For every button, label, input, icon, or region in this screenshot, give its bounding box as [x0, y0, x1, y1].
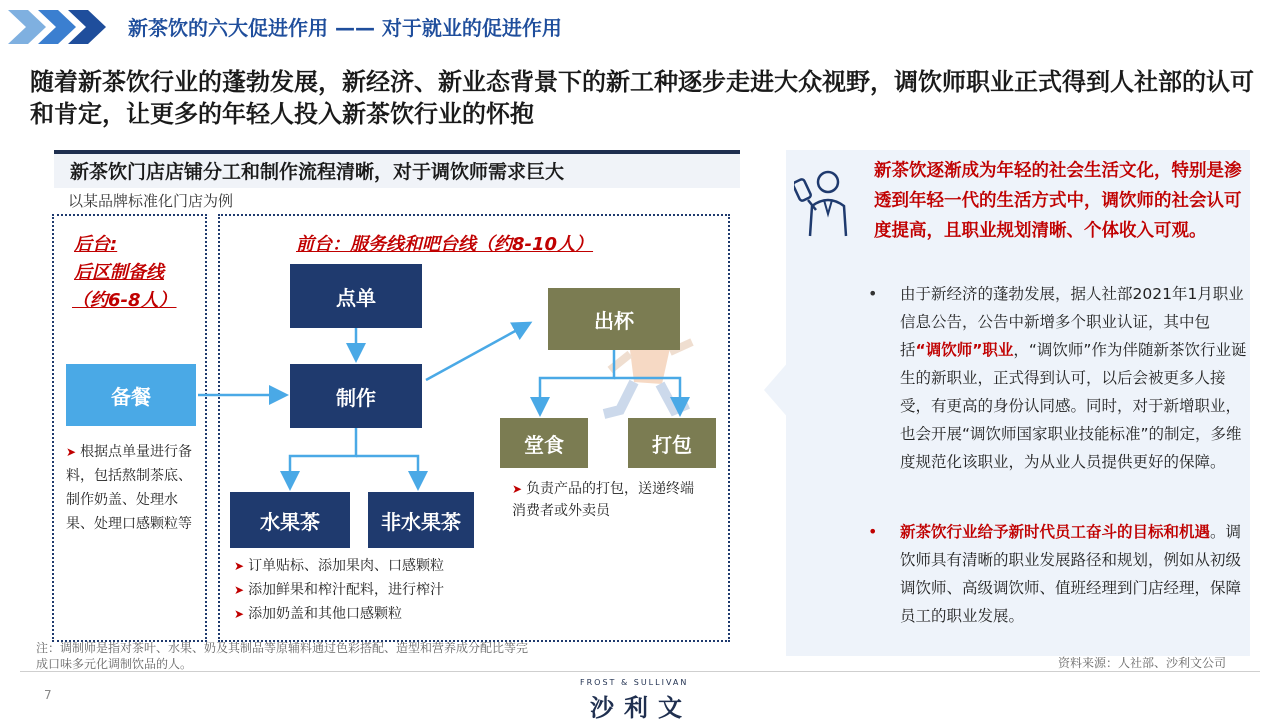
tea-bullet-item: ➤ 订单贴标、添加果肉、口感颗粒	[234, 558, 445, 574]
right-item-2: 新茶饮行业给予新时代员工奋斗的目标和机遇。调饮师具有清晰的职业发展路径和规划，例如从初级调饮师、高级调饮师、值班经理到门店经理，保障员工的职业发展。	[900, 523, 1242, 625]
arrow-bullet-icon: ➤	[512, 482, 523, 496]
right-item-1: 由于新经济的蓬勃发展，据人社部2021年1月职业信息公告，公告中新增多个职业认证，其中包括“调饮师”职业，“调饮师”作为伴随新茶饮行业诞生的新职业，正式得到认可，以后会被更多人接受，有更高的身份认同感。同时，对于新增职业，也会开展“调饮师国家职业技能标准”的制定，多维度规范化该职业，为从业人员提供更好的保障。	[900, 285, 1247, 471]
tea-bullet-item: ➤ 添加奶盖和其他口感颗粒	[234, 606, 403, 622]
arrow-bullet-icon: ➤	[66, 445, 77, 459]
arrow-bullet-icon: ➤	[234, 559, 245, 573]
takeaway-box: 打包	[628, 418, 716, 468]
highlight-opportunity: 新茶饮行业给予新时代员工奋斗的目标和机遇	[900, 523, 1211, 541]
prep-bullet-text: 根据点单量进行备料，包括熬制茶底、制作奶盖、处理水果、处理口感颗粒等	[66, 444, 193, 532]
logo: 沙利文	[590, 694, 692, 722]
back-headcount: （约6-8人）	[72, 290, 177, 311]
example-caption: 以某品牌标准化门店为例	[68, 192, 234, 210]
arrow-bullet-icon: ➤	[234, 583, 245, 597]
back-subtitle: 后区制备线	[74, 262, 164, 283]
non-fruit-tea-box: 非水果茶	[368, 492, 474, 548]
back-title: 后台:	[74, 234, 118, 255]
panel-pointer-icon	[764, 360, 790, 420]
page-number: 7	[44, 688, 52, 702]
tea-bullet-item: ➤ 添加鲜果和榨汁配料，进行榨汁	[234, 582, 445, 598]
front-title: 前台：服务线和吧台线（约8-10人）	[296, 234, 594, 255]
footnote: 注：调制师是指对茶叶、水果、奶及其制品等原辅料通过色彩搭配、造型和营养成分配比等完成口味多元化调制饮品的人。	[36, 641, 529, 671]
tea-bullets	[234, 554, 534, 626]
fruit-tea-box: 水果茶	[230, 492, 350, 548]
page-headline: 随着新茶饮行业的蓬勃发展，新经济、新业态背景下的新工种逐步走进大众视野，调饮师职业正式得到人社部的认可和肯定，让更多的年轻人投入新茶饮行业的怀抱	[30, 68, 1254, 128]
dine-in-box: 堂食	[500, 418, 588, 468]
highlight-job-title: “调饮师”职业	[915, 341, 1014, 359]
header-chevron-icon	[8, 8, 118, 46]
make-box: 制作	[290, 364, 422, 428]
cup-out-box: 出杯	[548, 288, 680, 350]
order-box: 点单	[290, 264, 422, 328]
logo-caption: FROST & SULLIVAN	[580, 678, 689, 687]
arrow-bullet-icon: ➤	[234, 607, 245, 621]
pack-bullet	[512, 478, 708, 522]
page-section-title: 新茶饮的六大促进作用 —— 对于就业的促进作用	[128, 16, 562, 40]
left-banner-text: 新茶饮门店店铺分工和制作流程清晰，对于调饮师需求巨大	[70, 161, 565, 183]
bartender-icon	[794, 166, 860, 238]
prep-bullet	[66, 440, 198, 536]
footer-divider	[20, 671, 1260, 672]
pack-bullet-text: 负责产品的打包，送递终端消费者或外卖员	[512, 481, 695, 519]
bullet-dot-icon: •	[868, 522, 878, 541]
right-panel-heading: 新茶饮逐渐成为年轻的社会生活文化，特别是渗透到年轻一代的生活方式中，调饮师的社会认可度提高，且职业规划清晰、个体收入可观。	[874, 161, 1242, 241]
source-note: 资料来源：人社部、沙利文公司	[1058, 656, 1227, 670]
prep-box: 备餐	[66, 364, 196, 426]
bullet-dot-icon: •	[868, 284, 878, 303]
